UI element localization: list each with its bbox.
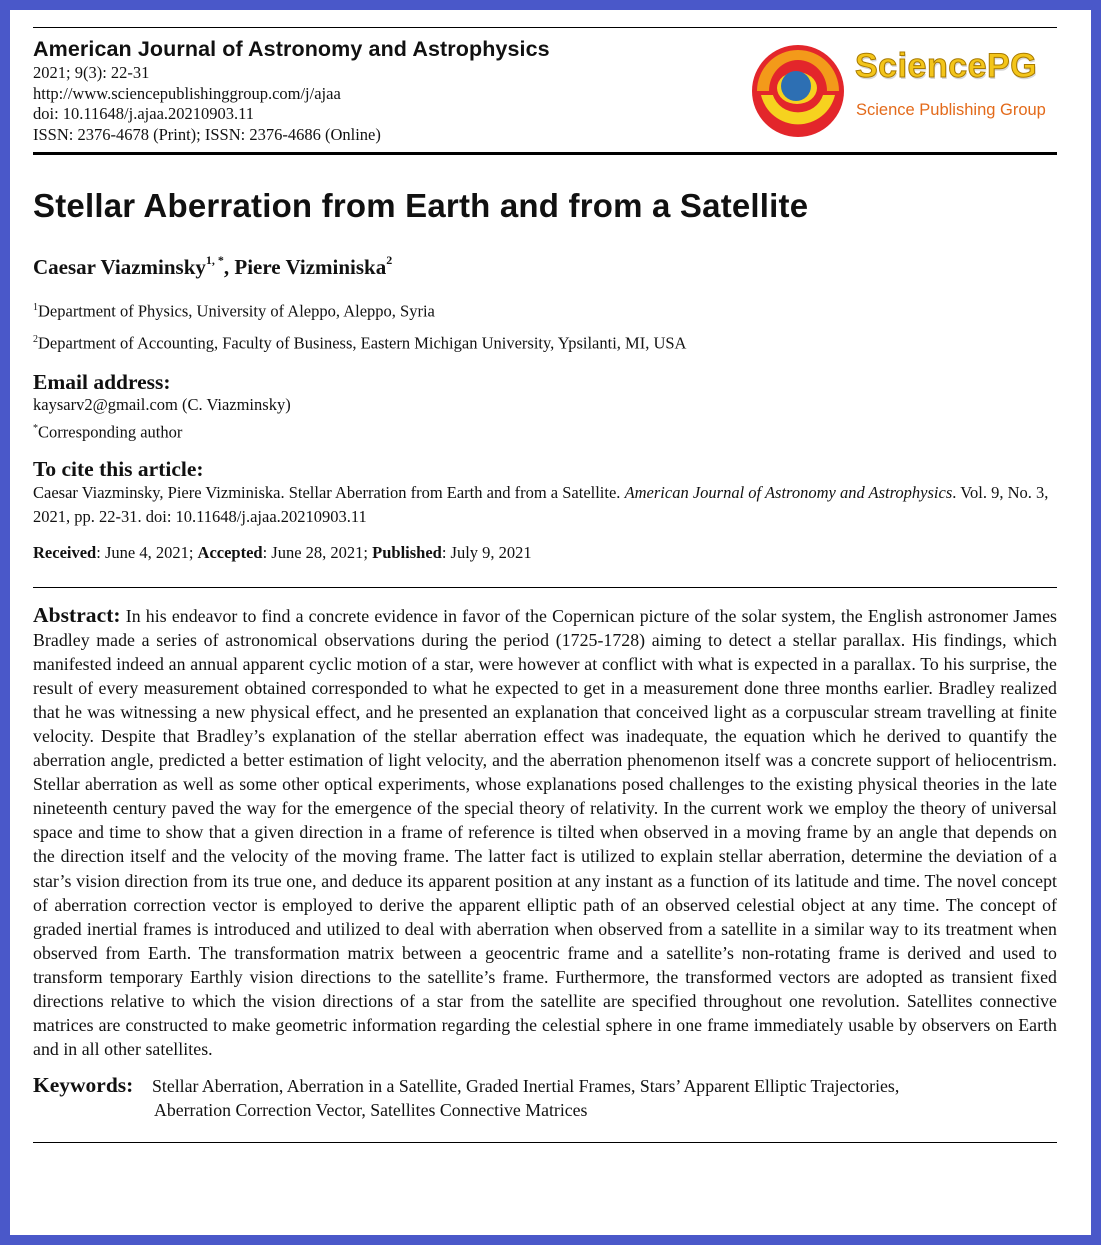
journal-url[interactable]: http://www.sciencepublishinggroup.com/j/ajaa: [33, 83, 341, 103]
journal-doi[interactable]: doi: 10.11648/j.ajaa.20210903.11: [33, 104, 255, 123]
citation: [33, 481, 1057, 529]
citation-plain: Caesar Viazminsky, Piere Vizminiska. Stellar Aberration from Earth and from a Satellite.: [33, 482, 625, 502]
keywords-label: Keywords:: [33, 1073, 134, 1098]
corresponding-note: [33, 418, 1057, 444]
affiliation-2: [33, 330, 1057, 354]
published-date: : July 9, 2021: [441, 542, 532, 562]
accepted-label: Accepted: [197, 542, 263, 562]
journal-header: [33, 28, 1057, 152]
volume-line: 2021; 9(3): 22-31: [33, 63, 150, 82]
corresponding-text: Corresponding author: [38, 422, 183, 442]
affiliation-1: [33, 298, 1057, 322]
received-date: : June 4, 2021;: [96, 542, 198, 562]
header-rule: [33, 152, 1057, 155]
published-label: Published: [372, 542, 442, 562]
paper-content: [33, 27, 1057, 1143]
author-marks: 1, *: [205, 253, 224, 267]
bottom-rule: [33, 1142, 1057, 1143]
keywords-line: Stellar Aberration, Aberration in a Satellite, Graded Inertial Frames, Stars’ Apparent Elliptic Trajectories,: [152, 1076, 900, 1097]
journal-meta: [33, 63, 381, 145]
received-label: Received: [33, 542, 97, 562]
author-marks: 2: [386, 253, 393, 267]
logo-wordmark: SciencePG: [855, 47, 1038, 85]
affiliation-text: Department of Accounting, Faculty of Business, Eastern Michigan University, Ypsilanti, MI, USA: [38, 333, 687, 352]
citation-tail: . Vol. 9, No. 3, 2021, pp. 22-31. doi: 10.11648/j.ajaa.20210903.11: [33, 482, 1049, 526]
affiliation-mark: 1: [33, 302, 38, 313]
author-list: [33, 255, 1057, 280]
sciencepg-logo-mark: [751, 41, 851, 141]
sciencepg-logo: [751, 41, 1051, 141]
journal-issn: ISSN: 2376-4678 (Print); ISSN: 2376-4686 (Online): [33, 124, 381, 144]
journal-name: American Journal of Astronomy and Astrophysics: [33, 37, 550, 61]
affiliation-mark: 2: [33, 333, 38, 345]
author-separator: ,: [223, 255, 235, 279]
keywords: [33, 1075, 1057, 1122]
paper-page: [10, 10, 1091, 1235]
article-title: Stellar Aberration from Earth and from a Satellite: [33, 187, 809, 224]
corresponding-mark: *: [33, 423, 38, 434]
abstract-rule: [33, 587, 1057, 588]
citation-journal: American Journal of Astronomy and Astrophysics: [624, 482, 953, 502]
accepted-date: : June 28, 2021;: [262, 542, 373, 562]
abstract-label: Abstract:: [33, 602, 121, 627]
keywords-line: Aberration Correction Vector, Satellites Connective Matrices: [154, 1099, 588, 1120]
keywords-text: [33, 1075, 1057, 1122]
email-address[interactable]: kaysarv2@gmail.com (C. Viazminsky): [33, 395, 291, 414]
author-name: Caesar Viazminsky: [33, 255, 206, 279]
abstract: [33, 603, 1057, 1062]
cite-heading: To cite this article:: [33, 456, 204, 481]
email-heading: Email address:: [33, 370, 171, 394]
affiliation-text: Department of Physics, University of Aleppo, Aleppo, Syria: [38, 301, 435, 321]
logo-subtitle: Science Publishing Group: [856, 101, 1046, 119]
author-name: Piere Vizminiska: [234, 255, 387, 279]
abstract-text: In his endeavor to find a concrete evidence in favor of the Copernican picture of the solar system, the English astronomer James Bradley made a series of astronomical observations during the period (1725-1728) aiming to detect a stellar parallax. His findings, which manifested indeed an annual apparent cyclic motion of a star, were however at conflict with what is expected in a parallax. To his surprise, the result of every measurement obtained corresponded to what he expected to get in a measurement done three months earlier. Bradley realized that he was witnessing a new physical effect, and he presented an explanation that conceived light as a corpuscular stream travelling at finite velocity. Despite that Bradley’s explanation of the stellar aberration effect was inadequate, the equation which he derived to quantify the aberration angle, predicted a better estimation of light velocity, and the aberration phenomenon itself was a concrete support of heliocentrism. Stellar aberration as well as some other optical experiments, whose explanations posed challenges to the existing physical theories in the late nineteenth century paved the way for the emergence of the special theory of relativity. In the current work we employ the theory of universal space and time to show that a given direction in a frame of reference is tilted when observed in a moving frame by an angle that depends on the direction itself and the velocity of the moving frame. The latter fact is utilized to explain stellar aberration, determine the deviation of a star’s vision direction from its true one, and deduce its apparent position at any instant as a function of its latitude and time. The novel concept of aberration correction vector is employed to derive the apparent elliptic path of an observed celestial object at any time. The concept of graded inertial frames is introduced and utilized to deal with aberration when observed from a satellite in a similar way to its treatment when observed from Earth. The transformation matrix between a geocentric frame and a satellite’s non-rotating frame is derived and used to transform temporary Earthly vision directions to the satellite’s frame. Furthermore, the transformed vectors are adopted as transient fixed directions relative to which the vision directions of a star from the satellite are specified throughout one revolution. Satellites connective matrices are constructed to make geometric information regarding the celestial sphere in one frame immediately usable by observers on Earth and in all other satellites.: [33, 605, 1057, 1060]
publication-dates: [33, 543, 1057, 563]
